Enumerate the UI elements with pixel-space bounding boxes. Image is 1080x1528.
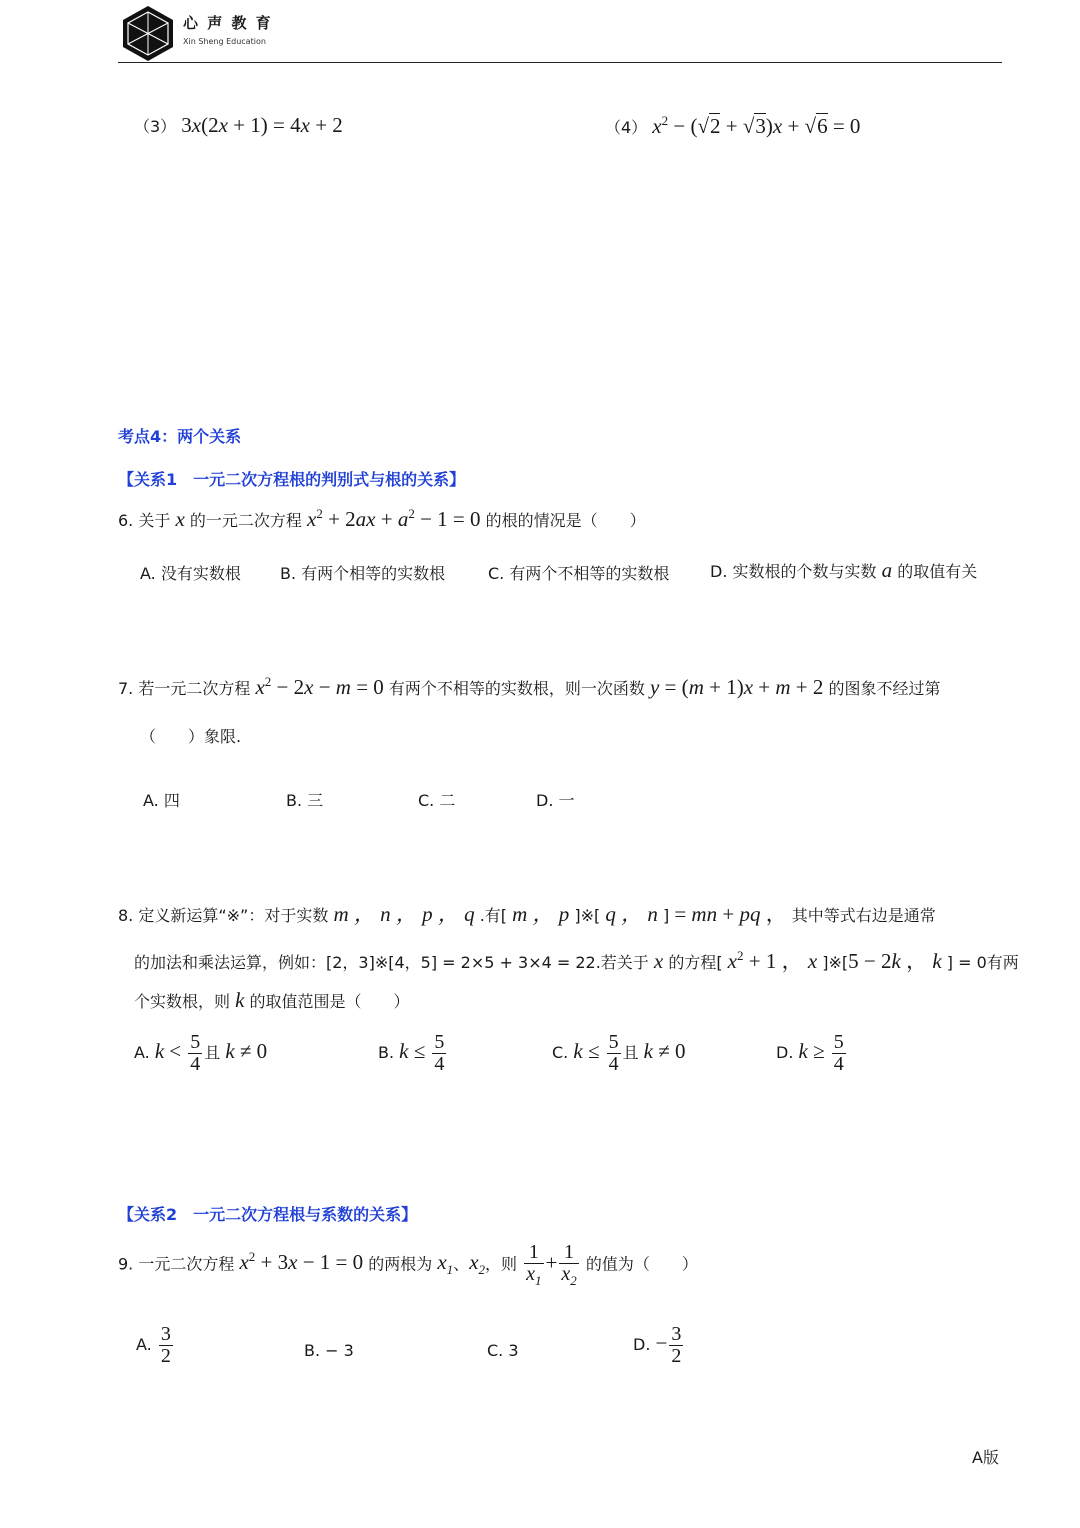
q7-option-c[interactable]: C. 二: [418, 791, 456, 810]
q8-a-and: 且: [204, 1043, 221, 1062]
problem-3-label: （3）: [134, 117, 177, 136]
q9-mid: 的两根为: [368, 1254, 433, 1274]
q6-var-x: x: [175, 507, 185, 531]
q8-l2d: ] = 0有两: [946, 953, 1019, 972]
relation-2-heading: 【关系2 一元二次方程根与系数的关系】: [118, 1205, 418, 1224]
question-6: [118, 506, 646, 532]
q7-option-d[interactable]: D. 一: [536, 791, 575, 810]
q8-option-b[interactable]: B. k ≤ $\frac{5}{4}$: [378, 1031, 445, 1075]
q7-prefix: 7. 若一元二次方程: [118, 679, 251, 698]
q6-option-d[interactable]: [710, 558, 977, 583]
q9-frac-1: $\frac{1}{x_1}$: [526, 1241, 542, 1288]
question-9: 9. 一元二次方程 $x^2 + 3x - 1 = 0$ 的两根为 $x_1$、$x_2$，则 $\frac{1}{x_1}$ + $\frac{1}{x_2}$ 的值为（ ）: [118, 1241, 698, 1288]
problem-3-equation: 3x(2x + 1) = 4x + 2: [181, 113, 343, 137]
q9-x1: $x_1$: [437, 1250, 454, 1278]
q8-l3b: 的取值范围是（ ）: [249, 992, 410, 1011]
q8-pair2: 5 − 2k ， k: [848, 949, 942, 973]
q7-suffix: 的图象不经过第: [828, 679, 941, 698]
q8-option-d[interactable]: D. k ≥ $\frac{5}{4}$: [776, 1031, 844, 1075]
q9-frac-2: $\frac{1}{x_2}$: [561, 1241, 577, 1288]
q9-equation: $x^2 + 3x - 1 = 0$: [239, 1249, 364, 1275]
problem-4-equation: $x^2 - (√2 + √3)x + √6 = 0$: [652, 113, 861, 138]
q8-p1: 8. 定义新运算“※”：对于实数: [118, 906, 329, 925]
q8-var-x: x: [653, 949, 664, 973]
q8-l2b: 的方程[: [668, 953, 723, 972]
q8-qn: q ， n: [605, 902, 658, 926]
q7-equation: $x^2 - 2x - m = 0$: [255, 674, 384, 699]
q8-option-d-label: D.: [776, 1043, 794, 1062]
brand-name-en: Xin Sheng Education: [183, 37, 266, 46]
q7-option-b[interactable]: B. 三: [286, 791, 324, 810]
q8-l2c: ]※[: [822, 953, 849, 972]
q8-pair1: $x^2 + 1$ ， x: [727, 948, 818, 973]
q9-a-frac: $\frac{3}{2}$: [160, 1323, 171, 1367]
question-7: [118, 674, 941, 700]
q6-equation: $x^2 + 2ax + a^2 - 1 = 0$: [306, 506, 481, 531]
q8-p2: 有[: [484, 906, 508, 925]
q6-option-d-var: a: [881, 558, 893, 582]
q7-line2: （ ）象限.: [140, 727, 242, 746]
q8-a-frac: $\frac{5}{4}$: [190, 1031, 201, 1075]
q8-p4: ]: [662, 906, 670, 925]
q6-suffix: 的根的情况是（ ）: [485, 511, 646, 530]
question-8-line1: [118, 898, 936, 928]
q9-prefix: 9. 一元二次方程: [118, 1254, 235, 1274]
q8-d-frac: $\frac{5}{4}$: [833, 1031, 844, 1075]
q6-option-b[interactable]: B. 有两个相等的实数根: [280, 564, 446, 583]
question-8-line2: [134, 945, 1019, 975]
brand-name-cn: 心 声 教 育: [183, 14, 273, 32]
q7-mid: 有两个不相等的实数根，则一次函数: [388, 679, 645, 698]
q8-l2a: 的加法和乘法运算，例如：[2，3]※[4，5] = 2×5 + 3×4 = 22.若关于: [134, 953, 649, 972]
q6-option-d-post: 的取值有关: [897, 562, 978, 581]
q8-vars: m ， n ， p ， q: [333, 902, 475, 926]
q8-option-b-label: B.: [378, 1043, 395, 1062]
q9-then: ，则: [485, 1254, 518, 1274]
q7-option-a[interactable]: A. 四: [143, 791, 180, 810]
logo-hexagon: [120, 4, 176, 66]
header-divider: [118, 62, 1002, 63]
version-label: A版: [972, 1448, 999, 1467]
q8-a-k: k: [154, 1039, 165, 1063]
q9-option-c[interactable]: C. 3: [487, 1341, 519, 1360]
q6-mid: 的一元二次方程: [189, 511, 302, 530]
q8-dot: .: [479, 906, 485, 925]
q8-mp: m ， p: [512, 902, 570, 926]
relation-1-heading: 【关系1 一元二次方程根的判别式与根的关系】: [118, 470, 466, 489]
q8-l3a: 个实数根，则: [134, 992, 231, 1011]
q9-option-d[interactable]: D. − $\frac{3}{2}$: [633, 1323, 682, 1367]
q8-result: = mn + pq ，: [674, 902, 787, 926]
problem-4: [605, 113, 860, 139]
q9-suffix: 的值为（ ）: [585, 1254, 698, 1274]
q8-option-c-label: C.: [552, 1043, 569, 1062]
q8-option-a-label: A.: [134, 1043, 150, 1062]
q9-option-b[interactable]: B. − 3: [304, 1341, 354, 1360]
q7-function: y = (m + 1)x + m + 2: [650, 675, 824, 699]
section-title: 考点4：两个关系: [118, 427, 242, 446]
q8-b-frac: $\frac{5}{4}$: [434, 1031, 445, 1075]
q6-option-c[interactable]: C. 有两个不相等的实数根: [488, 564, 670, 583]
q8-option-a[interactable]: A. k < $\frac{5}{4}$ 且 k ≠ 0: [134, 1031, 268, 1075]
q8-var-k: k: [235, 988, 245, 1012]
q8-c-and: 且: [622, 1043, 639, 1062]
q9-sep: 、: [453, 1254, 470, 1274]
q8-option-c[interactable]: C. k ≤ $\frac{5}{4}$ 且 k ≠ 0: [552, 1031, 686, 1075]
q6-option-a[interactable]: A. 没有实数根: [140, 564, 241, 583]
q8-p5: 其中等式右边是通常: [791, 906, 936, 925]
question-8-line3: [134, 988, 410, 1013]
q9-option-a-label: A.: [136, 1335, 152, 1354]
problem-4-label: （4）: [605, 118, 648, 137]
q9-option-d-label: D.: [633, 1335, 651, 1354]
problem-3: [134, 113, 343, 138]
q9-x2: $x_2$: [469, 1250, 486, 1278]
q9-option-a[interactable]: [136, 1324, 175, 1367]
q6-prefix: 6. 关于: [118, 511, 171, 530]
q9-d-frac: $\frac{3}{2}$: [671, 1323, 682, 1367]
q8-c-frac: $\frac{5}{4}$: [608, 1031, 619, 1075]
q8-p3: ]※[: [574, 906, 601, 925]
q6-option-d-pre: D. 实数根的个数与实数: [710, 562, 877, 581]
